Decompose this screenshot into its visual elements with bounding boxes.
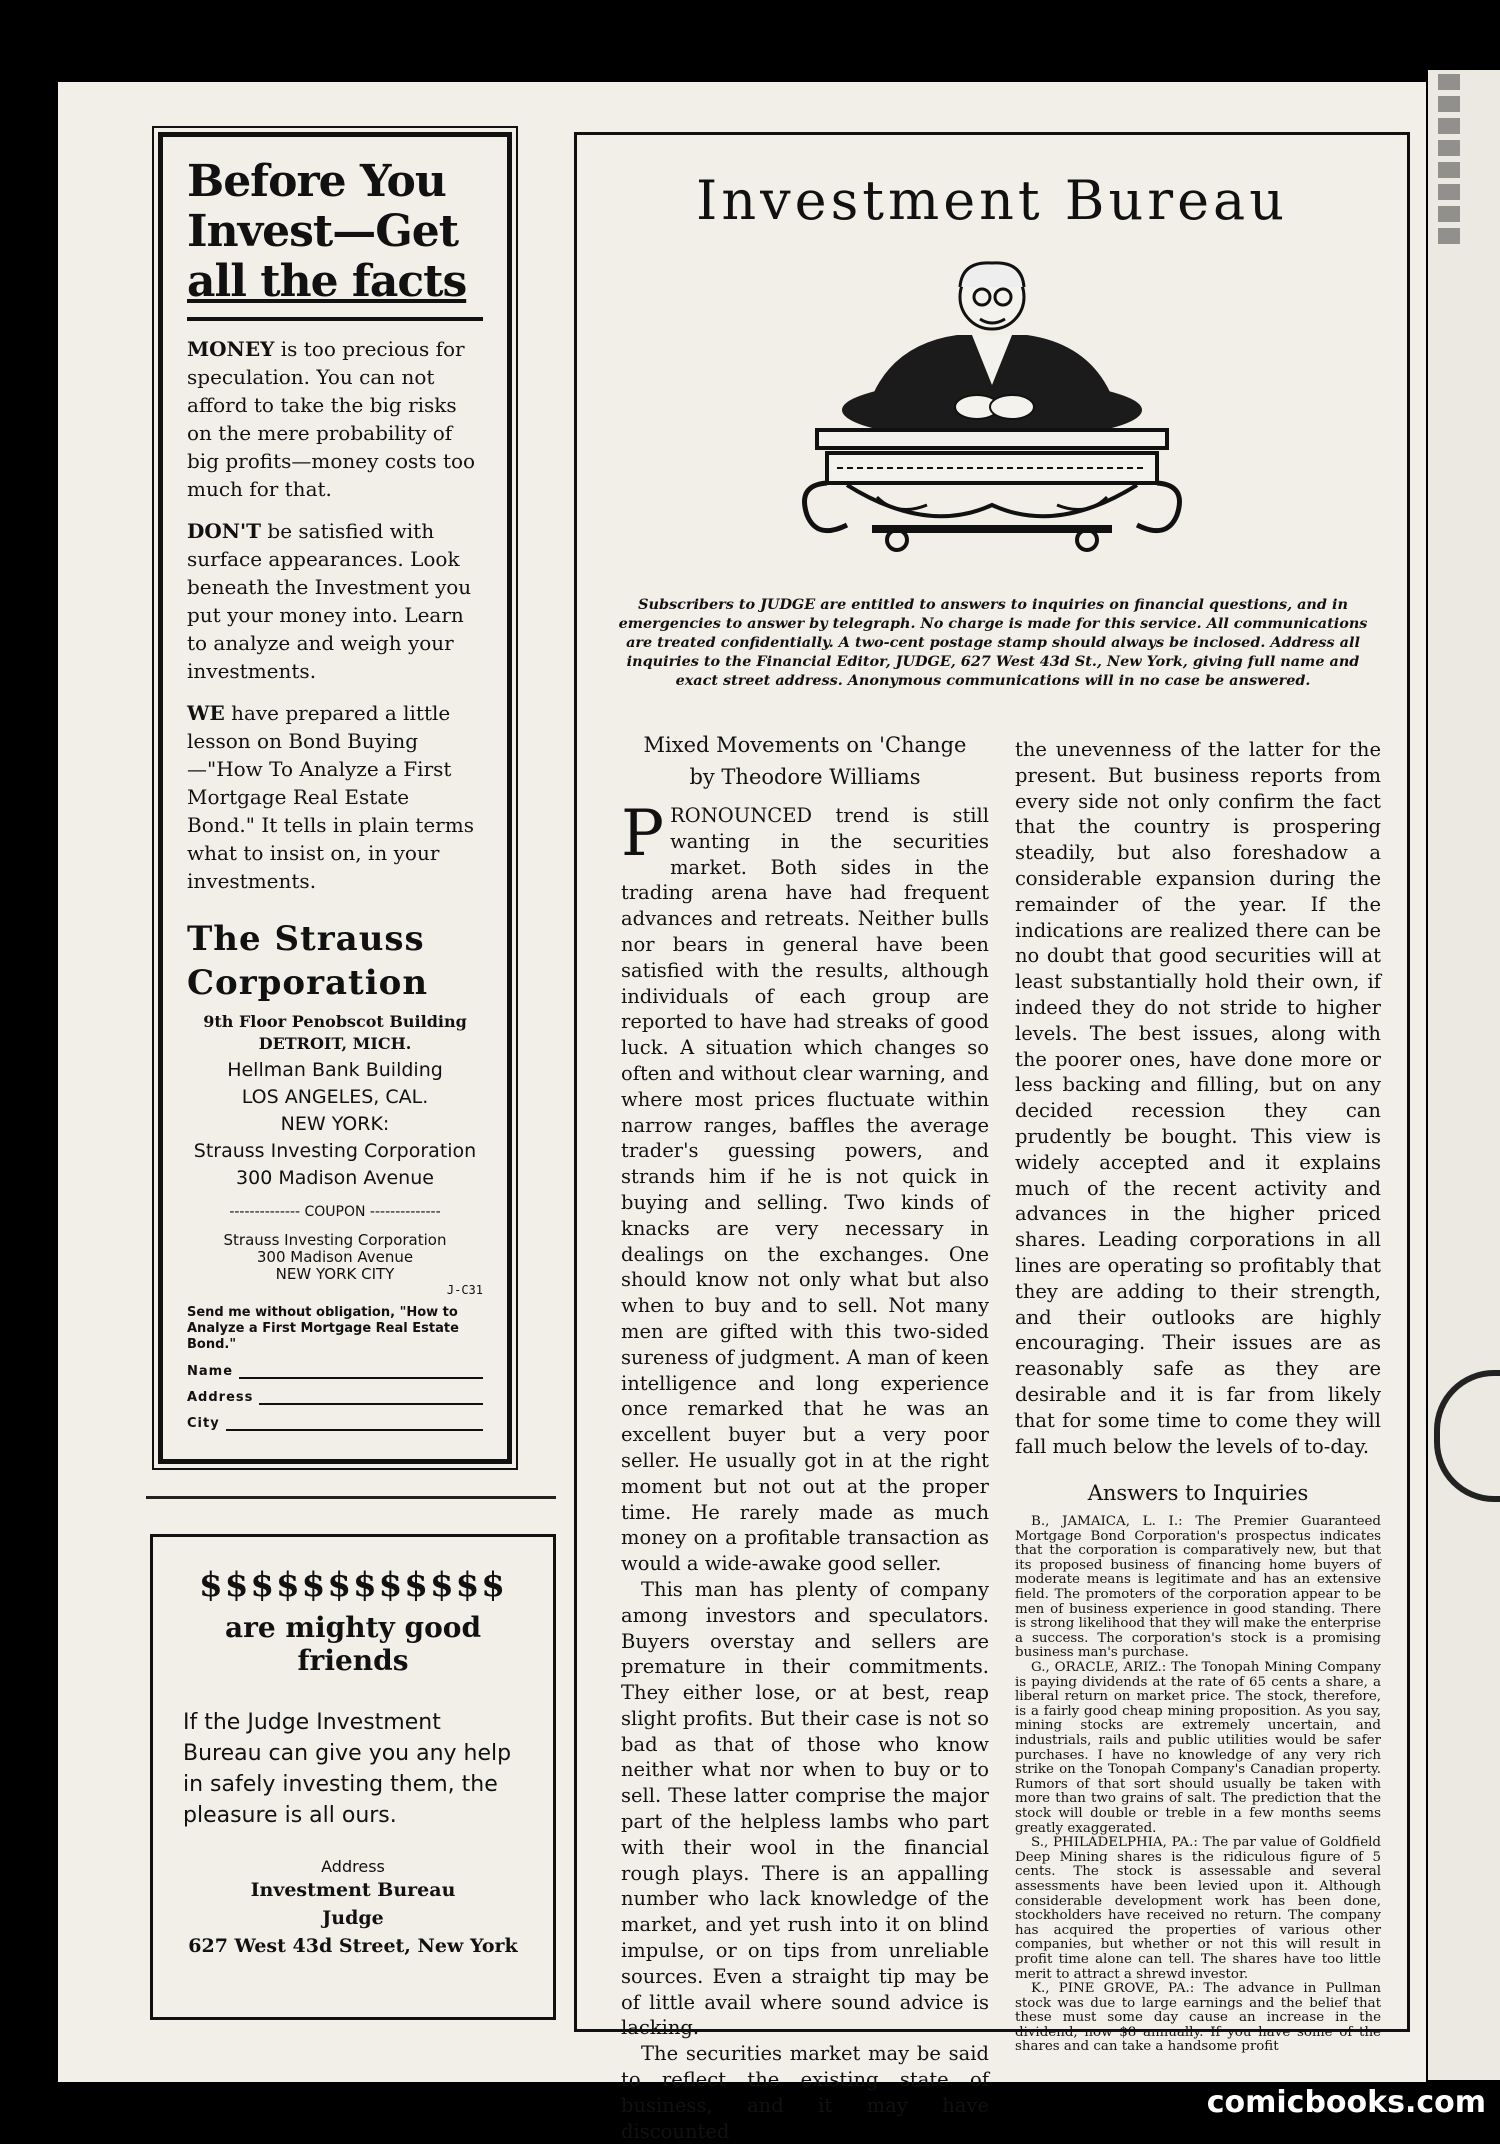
article-paragraph: the unevenness of the latter for the present. But business reports from every side not only confirm the fact that the country is prospering steadily, but also foreshadow a considerable expansion during the remainder of the year. If the indications are realized there can be no doubt that good securities will at least substantially hold their own, if indeed they do not stride to higher levels. The best issues, along with the poorer ones, have done more or less backing and filling, but on any decided recession they can prudently be bought. This view is widely accepted and it explains much of the recent activity and advances in the higher priced shares. Leading corporations in all lines are operating so profitably that they are adding to their strength, and their outlooks are highly encouraging. Their issues are as reasonably safe as they are desirable and it is far from likely that for some time to come they will fall much below the levels of to-day.	[1015, 738, 1381, 1458]
ad-paragraph-money: MONEY is too precious for speculation. You can not afford to take the big risks on the mere probability of big profits—money costs too much for that.	[187, 337, 476, 501]
strauss-advertisement	[158, 132, 512, 1464]
address-line: DETROIT, MICH.	[258, 1034, 412, 1053]
publication-name: Judge	[322, 1907, 384, 1929]
ad-tagline: are mighty good friends	[224, 1611, 482, 1677]
drop-cap: P	[621, 797, 665, 871]
investment-bureau-advertisement	[150, 1534, 556, 2020]
address-line: LOS ANGELES, CAL.	[241, 1086, 429, 1108]
address-line: Hellman Bank Building	[227, 1059, 443, 1081]
answers-list	[1015, 1515, 1381, 2055]
coupon-request: Send me without obligation, "How to Analyze a First Mortgage Real Estate Bond."	[187, 1305, 459, 1352]
article-paragraph: The securities market may be said to reflect the existing state of business, and it may have discounted	[621, 2042, 989, 2143]
address-label: Address	[321, 1857, 385, 1876]
coupon-divider: -------------- COUPON --------------	[229, 1204, 441, 1220]
subscriber-notice: Subscribers to JUDGE are entitled to answers to inquiries on financial questions, and in emergencies to answer by telegraph. No charge is made for this service. All communications are treated confidentially. A two-cent postage stamp should always be inclosed. Address all inquiries to the Financial Editor, JUDGE, 627 West 43d St., New York, giving full name and exact street address. Anonymous communications will in no case be answered.	[618, 596, 1368, 689]
page-title: Investment Bureau	[696, 169, 1288, 232]
answer-item: S., PHILADELPHIA, PA.: The par value of Goldfield Deep Mining shares is the ridiculous figure of 5 cents. The stock is assessable and several assessments have been levied upon it. Although considerable development work has been done, stockholders have received no return. The company has acquired the properties of various other companies, but whether or not this will result in profit time alone can tell. The shares have too little merit to attract a shrewd investor.	[1015, 1835, 1381, 1982]
address-line: Strauss Investing Corporation	[193, 1140, 477, 1162]
divider	[146, 1496, 556, 1499]
answer-item: B., JAMAICA, L. I.: The Premier Guaranteed Mortgage Bond Corporation's prospectus indicates that the corporation is comparatively new, but that its proposed business of financing home buyers of moderate means is legitimate and has an extensive field. The promoters of the corporation appear to be men of business experience in good standing. There is strong likelihood that they will make the enterprise a success. The corporation's stock is a promising business man's purchase.	[1015, 1514, 1381, 1661]
dollar-signs: $$$$$$$$$$$$	[199, 1565, 507, 1605]
coupon-address: NEW YORK CITY	[275, 1265, 395, 1283]
address-line: 9th Floor Penobscot Building	[203, 1012, 467, 1031]
coupon-code: J-C31	[446, 1283, 483, 1297]
article-column-1	[621, 597, 989, 2144]
article-heading: Mixed Movements on 'Change	[643, 733, 967, 757]
coupon-address-field[interactable]: Address	[187, 1389, 483, 1405]
ad-headline: Before You Invest—Get all the facts	[187, 156, 467, 307]
banker-illustration	[777, 235, 1207, 585]
article-paragraph: PRONOUNCED trend is still wanting in the securities market. Both sides in the trading arena have had frequent advances and retreats. Neither bulls nor bears in general have been satisfied with the results, although individuals of each group are reported to have had streaks of good luck. A situation which changes so often and without clear warning, and where most prices fluctuate within narrow ranges, baffles the average trader's guessing powers, and strands him if he is not quick in buying and selling. Two kinds of knacks are very necessary in dealings on the exchanges. One should know not only what but also when to buy and to sell. Not many men are gifted with this two-sided sureness of judgment. A man of keen intelligence and long experience once remarked that he was an excellent buyer but a very poor seller. He usually got in at the right moment but not out at the proper time. He rarely made as much money on a profitable transaction as would a wide-awake good seller.	[621, 797, 989, 1576]
bureau-name: Investment Bureau	[250, 1879, 456, 1901]
coupon-city-field[interactable]: City	[187, 1415, 483, 1431]
address-line: NEW YORK:	[280, 1113, 390, 1135]
coupon-name-field[interactable]: Name	[187, 1363, 483, 1379]
article-paragraph: This man has plenty of company among investors and speculators. Buyers overstay and sellers are premature in their commitments. They either lose, or at best, reap slight profits. But their case is not so bad as that of those who know neither what nor when to buy or to sell. These latter comprise the major part of the helpless lambs who part with their wool in the financial rough plays. There is an appalling number who lack knowledge of the market, and yet rush into it on blind impulse, or on tips from unreliable sources. Even a straight tip may be of little avail where sound advice is lacking.	[621, 1577, 989, 2040]
article-byline: by Theodore Williams	[689, 765, 921, 789]
answer-item: K., PINE GROVE, PA.: The advance in Pullman stock was due to large earnings and the belief that these must some day cause an increase in the dividend, now $8 annually. If you have some of the shares and can take a handsome profit	[1015, 1981, 1381, 2055]
coupon-address: Strauss Investing Corporation	[223, 1231, 447, 1249]
watermark-text: comicbooks.com	[1206, 2085, 1486, 2120]
answers-heading: Answers to Inquiries	[1087, 1481, 1309, 1506]
ad-body: If the Judge Investment Bureau can give you any help in safely investing them, the pleasure is all ours.	[183, 1710, 512, 1828]
ad-paragraph-dont: DON'T be satisfied with surface appearances. Look beneath the Investment you put your money into. Learn to analyze and weigh your investments.	[187, 519, 472, 683]
street-address: 627 West 43d Street, New York	[188, 1935, 518, 1957]
coupon-address: 300 Madison Avenue	[256, 1248, 414, 1266]
ad-paragraph-we: WE have prepared a little lesson on Bond Buying—"How To Analyze a First Mortgage Real Estate Bond." It tells in plain terms what to insist on, in your investments.	[187, 701, 474, 893]
article-column-2	[1015, 603, 1381, 2055]
address-line: 300 Madison Avenue	[236, 1167, 434, 1189]
adjacent-page-edge	[1428, 70, 1500, 2080]
answer-item: G., ORACLE, ARIZ.: The Tonopah Mining Company is paying dividends at the rate of 65 cents a share, a liberal return on market price. The stock, therefore, is a fairly good cheap mining proposition. As you say, mining stocks are extremely uncertain, and industrials, rails and public utilities would be safer purchases. I have no knowledge of any very rich strike on the Tonopah Company's Canadian property. Rumors of that sort should usually be taken with more than two grains of salt. The prediction that the stock will double or treble in a few months seems greatly exaggerated.	[1015, 1660, 1381, 1836]
seal-fragment	[1434, 1370, 1500, 1502]
corporation-name: The Strauss Corporation	[187, 919, 429, 1003]
